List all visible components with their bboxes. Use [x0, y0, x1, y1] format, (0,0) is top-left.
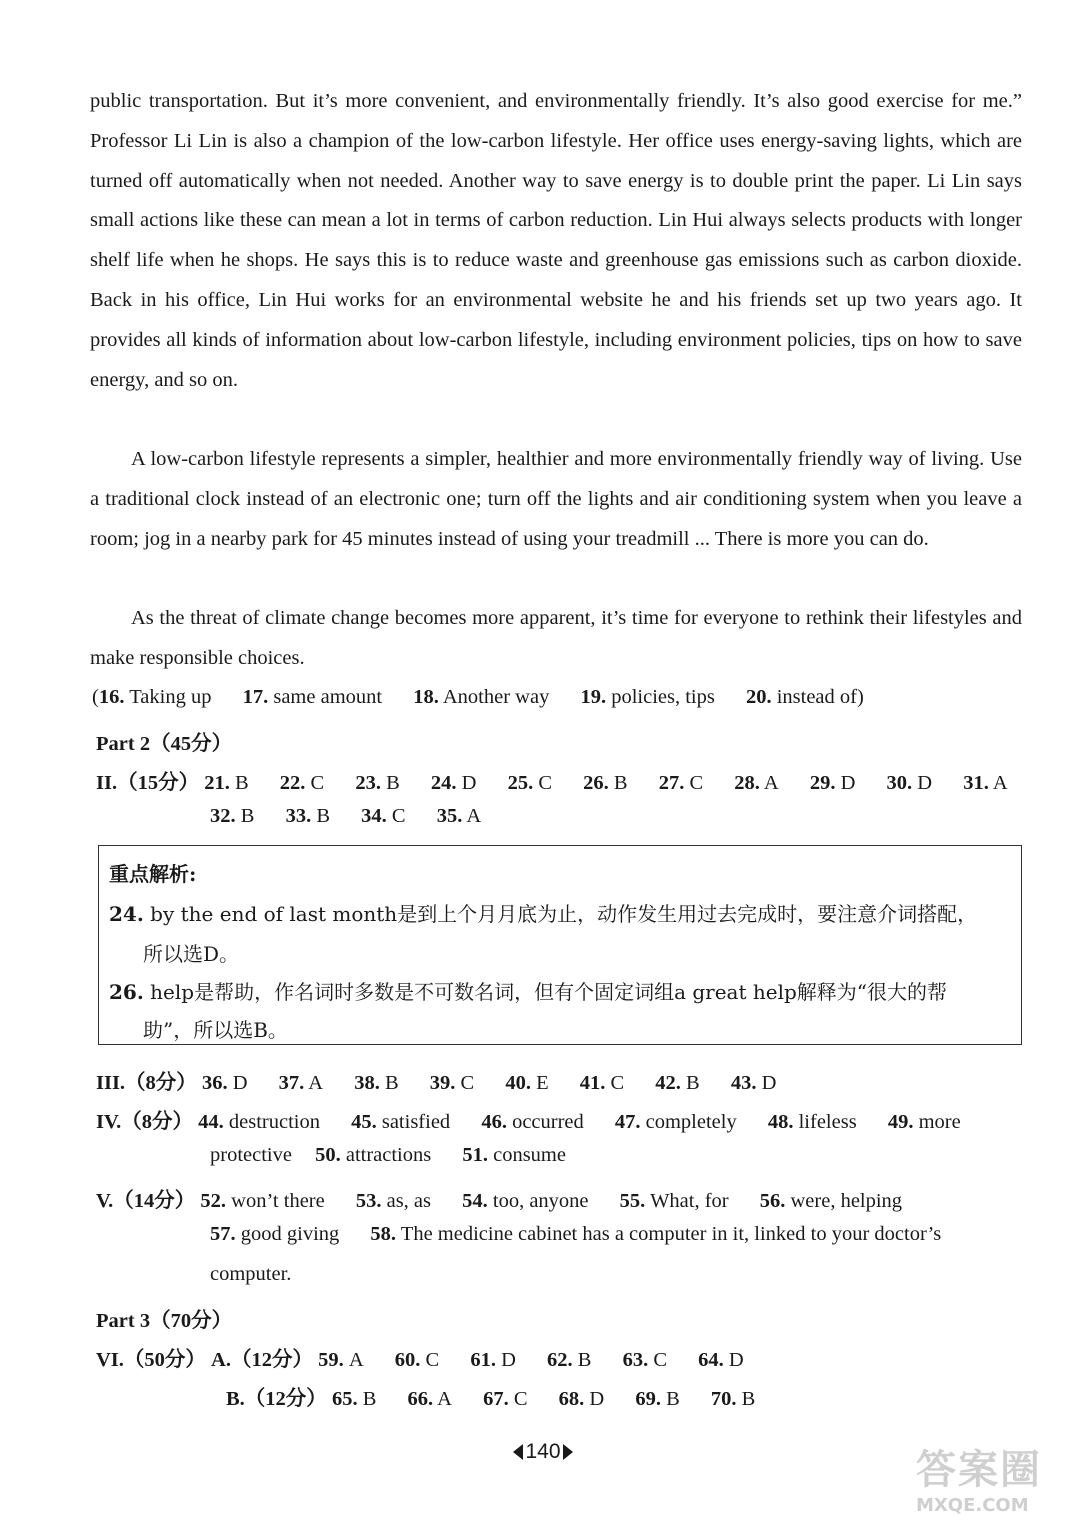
answer-text: policies, tips [611, 686, 715, 708]
section-4-row-1: IV.（8分） 44. destruction 45. satisfied 46. occurred 47. completely 48. lifeless 49. more [96, 1111, 961, 1133]
part2-title: Part 2（45分） [96, 733, 233, 755]
answer-num: 18. [413, 686, 439, 708]
passage-paragraph-3: As the threat of climate change becomes more apparent, it’s time for everyone to rethink their lifestyles and make responsible choices. [90, 607, 1022, 669]
answer-num: 19. [580, 686, 607, 708]
section-2-row-2: 32. B 33. B 34. C 35. A [210, 805, 482, 827]
section-label: V.（14分） [96, 1190, 196, 1212]
answer-text: Another way [442, 686, 550, 708]
analysis-item-24-cont: 所以选D。 [143, 942, 240, 966]
key-analysis-box [98, 845, 1022, 1045]
section-2-row-1: II.（15分） 21. B 22. C 23. B 24. D 25. C 26. B 27. C 28. A 29. D 30. D 31. A [96, 772, 1008, 794]
section-label: II.（15分） [96, 772, 200, 794]
section-5-row-3: computer. [210, 1263, 292, 1285]
section-3: III.（8分） 36. D 37. A 38. B 39. C 40. E 41. C 42. B 43. D [96, 1072, 777, 1094]
blank-answers-line: (16. Taking up 17. same amount 18. Another way 19. policies, tips 20. instead of) [92, 686, 864, 708]
section-label: III.（8分） [96, 1072, 197, 1094]
page-number: 140 [0, 1440, 1086, 1464]
answer-num: 20. [745, 686, 772, 708]
answer-num: 17. [242, 686, 269, 708]
section-6-a: VI.（50分） A.（12分） 59. A 60. C 61. D 62. B 63. C 64. D [96, 1349, 744, 1371]
answer-text: instead of [776, 686, 857, 708]
section-label: IV.（8分） [96, 1111, 194, 1133]
analysis-title: 重点解析: [109, 862, 197, 886]
left-triangle-icon [513, 1444, 523, 1460]
part3-title: Part 3（70分） [96, 1310, 233, 1332]
passage-paragraph-1: public transportation. But it’s more convenient, and environmentally friendly. It’s also good exercise for me.” Professor Li Lin is also a champion of the low-carbon lifestyle. Her office uses energy-saving lights, which are turned off automatically when not needed. Another way to save energy is to double print the paper. Li Lin says small actions like these can mean a lot in terms of carbon reduction. Lin Hui always selects products with longer shelf life when he shops. He says this is to reduce waste and greenhouse gas emissions such as carbon dioxide. Back in his office, Lin Hui works for an environmental website he and his friends set up two years ago. It provides all kinds of information about low-carbon lifestyle, including environment policies, tips on how to save energy, and so on. [90, 90, 1022, 391]
answer-num: 16. [98, 686, 125, 708]
analysis-item-24: 24. by the end of last month是到上个月月底为止，动作发生用过去完成时，要注意介词搭配， [109, 902, 978, 926]
section-4-row-2: protective 50. attractions 51. consume [210, 1144, 566, 1166]
answer-text: Taking up [129, 686, 212, 708]
section-6-b: B.（12分） 65. B 66. A 67. C 68. D 69. B 70. B [226, 1388, 756, 1410]
section-label: VI.（50分） [96, 1349, 206, 1371]
passage-paragraph-2: A low-carbon lifestyle represents a simpler, healthier and more environmentally friendly way of living. Use a traditional clock instead of an electronic one; turn off the lights and air conditioning system when you leave a room; jog in a nearby park for 45 minutes instead of using your treadmill ... There is more you can do. [90, 448, 1022, 550]
answer-text: same amount [273, 686, 383, 708]
analysis-item-26-cont: 助”，所以选B。 [143, 1018, 288, 1042]
watermark-logo: 答案圈 MXQE.COM [916, 1447, 1042, 1516]
section-5-row-2: 57. good giving 58. The medicine cabinet has a computer in it, linked to your doctor’s [210, 1223, 942, 1245]
right-triangle-icon [563, 1444, 573, 1460]
analysis-item-26: 26. help是帮助，作名词时多数是不可数名词，但有个固定词组a great help解释为“很大的帮 [109, 980, 948, 1004]
section-5-row-1: V.（14分） 52. won’t there 53. as, as 54. too, anyone 55. What, for 56. were, helping [96, 1190, 903, 1212]
